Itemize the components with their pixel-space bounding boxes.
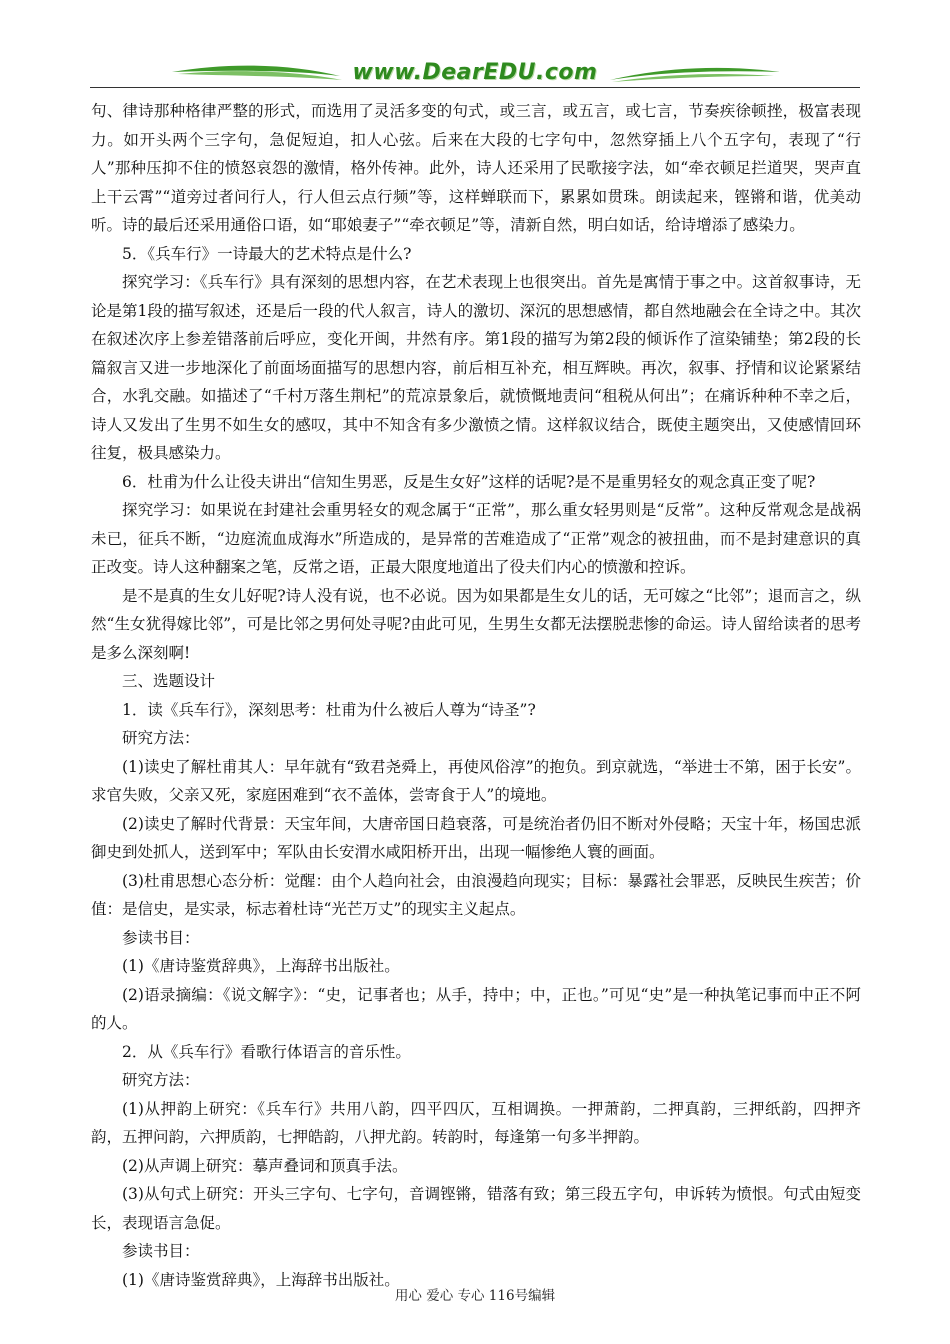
page-footer: 用心 爱心 专心 116号编辑 [394,1288,556,1304]
paragraph: (2)读史了解时代背景：天宝年间，大唐帝国日趋衰落，可是统治者仍旧不断对外侵略；天宝十年，杨国忠派御史到处抓人，送到军中；军队由长安渭水咸阳桥开出，出现一幅惨绝人寰的画面。 [91,814,861,861]
paragraph: (3)从句式上研究：开头三字句、七字句，音调铿锵，错落有致；第三段五字句，申诉转为愤恨。句式由短变长，表现语言急促。 [91,1185,861,1232]
paragraph: (1)《唐诗鉴赏辞典》，上海辞书出版社。 [122,1270,400,1289]
paragraph: (1)读史了解杜甫其人：早年就有“致君尧舜上，再使风俗淳”的抱负。到京就选，“举进士不第，困于长安”。求官失败，父亲又死，家庭困难到“衣不盖体，尝寄食于人”的境地。 [91,757,861,804]
paragraph: 1．读《兵车行》，深刻思考：杜甫为什么被后人尊为“诗圣”? [122,700,536,719]
paragraph: 参读书目： [122,928,200,947]
paragraph: 三、选题设计 [122,672,216,690]
paragraph: (2)语录摘编：《说文解字》：“史，记事者也；从手，持中；中，正也。”可见“史”是一种执笔记事而中正不阿的人。 [91,985,861,1032]
paragraph: 是不是真的生女儿好呢?诗人没有说，也不必说。因为如果都是生女儿的话，无可嫁之“比邻”；退而言之，纵然“生女犹得嫁比邻”，可是比邻之男何处寻呢?由此可见，生男生女都无法摆脱悲惨的命运。诗人留给读者的思考是多么深刻啊! [91,586,861,662]
paragraph: 探究学习：如果说在封建社会重男轻女的观念属于“正常”，那么重女轻男则是“反常”。这种反常观念是战祸未已，征兵不断，“边庭流血成海水”所造成的，是异常的苦难造成了“正常”观念的被扭曲，而不是封建意识的真正改变。诗人这种翻案之笔，反常之语，正最大限度地道出了役夫们内心的愤激和控诉。 [91,501,861,576]
paragraph: 参读书目： [122,1242,200,1260]
paragraph: 2．从《兵车行》看歌行体语言的音乐性。 [122,1042,411,1061]
paragraph: 研究方法： [122,729,200,747]
site-logo-text: www.DearEDU.com [352,60,598,85]
paragraph: (1)《唐诗鉴赏辞典》，上海辞书出版社。 [122,957,400,975]
header-divider [90,87,860,88]
paragraph: (2)从声调上研究：摹声叠词和顶真手法。 [122,1156,408,1175]
paragraph: 5．《兵车行》一诗最大的艺术特点是什么? [122,244,412,263]
paragraph: 6．杜甫为什么让役夫讲出“信知生男恶，反是生女好”这样的话呢?是不是重男轻女的观念真正变了呢? [122,472,816,491]
paragraph: 探究学习：《兵车行》具有深刻的思想内容，在艺术表现上也很突出。首先是寓情于事之中。这首叙事诗，无论是第1段的描写叙述，还是后一段的代人叙言，诗人的激切、深沉的思想感情，都自然地融会在全诗之中。其次在叙述次序上参差错落前后呼应，变化开闽，井然有序。第1段的描写为第2段的倾诉作了渲染铺垫；第2段的长篇叙言又进一步地深化了前面场面描写的思想内容，前后相互补充，相互辉映。再次，叙事、抒情和议论紧紧结合，水乳交融。如描述了“千村万落生荆杞”的荒凉景象后，就愤慨地责问“租税从何出”；在痛诉种种不幸之后，诗人又发出了生男不如生女的感叹，其中不知含有多少激愤之情。这样叙议结合，既使主题突出，又使感情回环往复，极具感染力。 [91,273,861,462]
paragraph: (3)杜甫思想心态分析：觉醒：由个人趋向社会，由浪漫趋向现实；目标：暴露社会罪恶，反映民生疾苦；价值：是信史，是实录，标志着杜诗“光芒万丈”的现实主义起点。 [91,871,861,918]
paragraph: 句、律诗那种格律严整的形式，而选用了灵活多变的句式，或三言，或五言，或七言，节奏疾徐顿挫，极富表现力。如开头两个三字句，急促短迫，扣人心弦。后来在大段的七字句中，忽然穿插上八个五字句，表现了“行人”那种压抑不住的愤怒哀怨的激情，格外传神。此外，诗人还采用了民歌接字法，如“牵衣顿足拦道哭，哭声直上干云霄”“道旁过者问行人，行人但云点行频”等，这样蝉联而下，累累如贯珠。朗读起来，铿锵和谐，优美动听。诗的最后还采用通俗口语，如“耶娘妻子”“牵衣顿足”等，清新自然，明白如话，给诗增添了感染力。 [91,102,861,234]
paragraph: (1)从押韵上研究：《兵车行》共用八韵，四平四仄，互相调换。一押萧韵，二押真韵，三押纸韵，四押齐韵，五押问韵，六押质韵，七押皓韵，八押尤韵。转韵时，每逢第一句多半押韵。 [91,1099,861,1146]
document-body [91,97,861,1294]
paragraph: 研究方法： [122,1071,200,1089]
